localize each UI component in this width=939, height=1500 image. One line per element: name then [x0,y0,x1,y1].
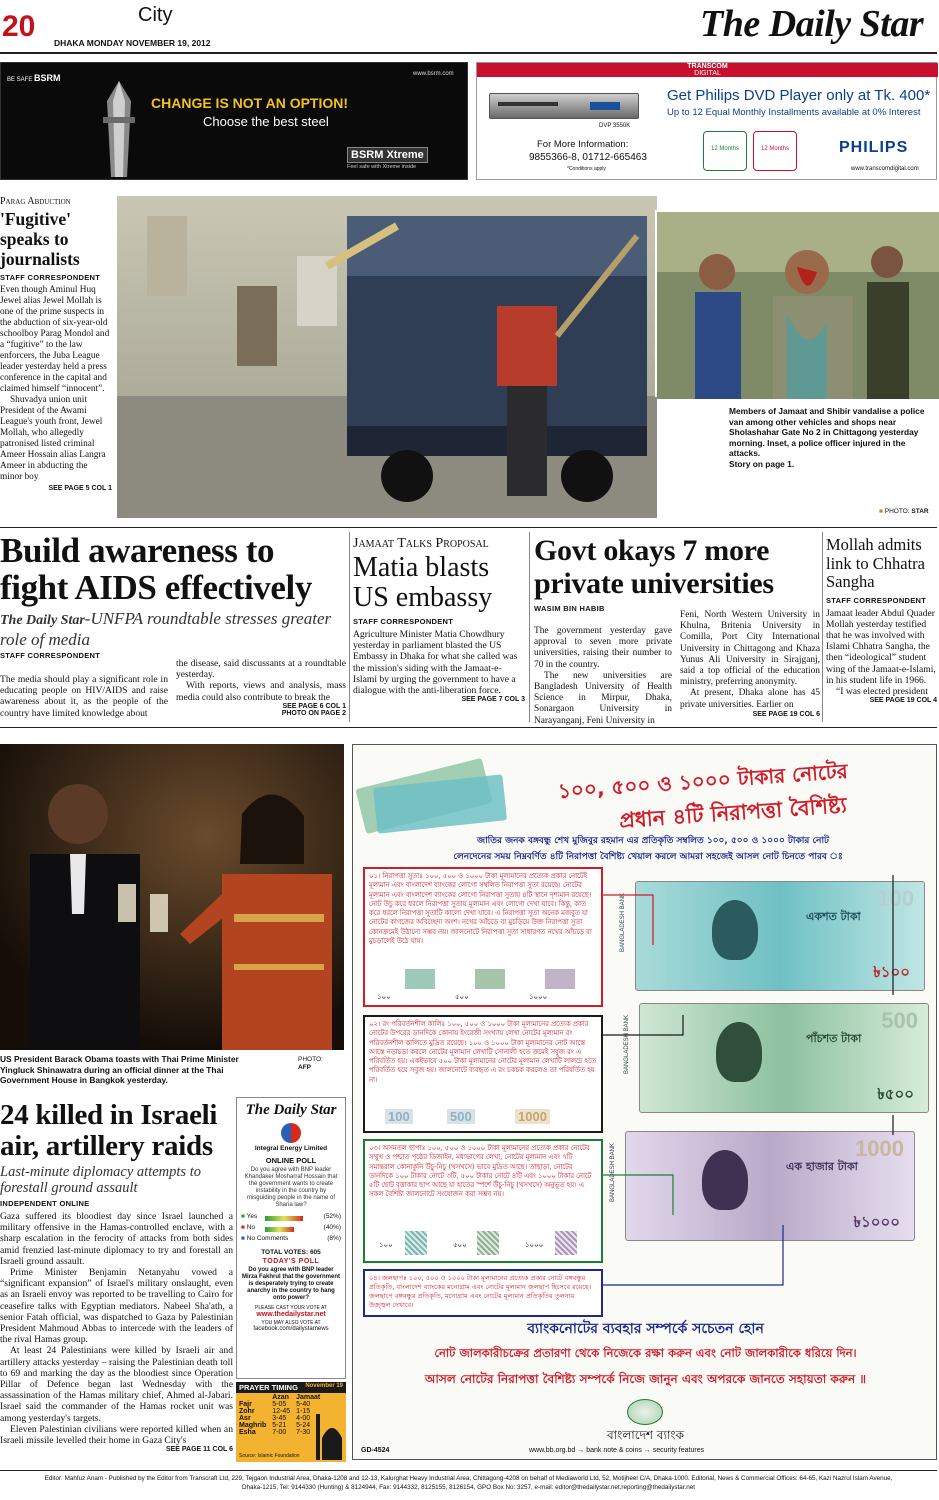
feature-2-text: ০২। রং পরিবর্তনশীল কালিঃ ১০০, ৫০০ ও ১০০০ টাকা মূল্যমানের প্রত্যেক প্রকার নোটের উপরের ডানদিকে কোনায় ইংরেজী সংখ্যায় লেখা নোটের মূল্যমান রং পরিবর্তনশীল কালিতে মুদ্রিত রয়েছে। ১০০ ও ১০০০ টাকা মূল্যমানের নোট আস্তে আস্তে নড়াচড়া করলে নোটের মূল্যমান লেখাটি সোনালী হতে ক্রমেই সবুজ রং এ পরিবর্তিত হয়। একইভাবে ৫০০ টাকা মূল্যমানের নোটের মূল্যমান লেখাটি লালচে হতে পরিবর্তিত হয়ে সবুজ হয়। জালনোটে ব্যবহৃত এ রং চকচক করলেও তা পরিবর্তিত হয় না। [369,1020,596,1084]
prayer-table-header: Azan Jamaat [272,1394,321,1401]
bsrm-subline: Choose the best steel [203,114,329,129]
todays-poll-question: Do you agree with BNP leader Mirza Fakhrul that the government is desperately trying to create anarchy in the country to hang onto power? [241,1267,340,1301]
mollah-continued-link[interactable]: SEE PAGE 19 COL 4 [869,697,937,705]
ad-subtitle-1: জাতির জনক বঙ্গবন্ধু শেখ মুজিবুর রহমান এর প্রতিকৃতি সম্বলিত ১০০, ৫০০ ও ১০০০ টাকার নোট [477,836,829,846]
mollah-story [826,536,937,724]
online-poll-box [236,1097,346,1379]
installment-badge-1: 12 Months [703,131,747,171]
facebook-link[interactable]: facebook.com/dailystarnews [253,1326,329,1332]
section-rule-1 [0,527,937,528]
dvd-player-image [489,93,639,119]
philips-subline: Up to 12 Equal Monthly Installments available at 0% Interest [667,107,921,118]
transcom-url: www.transcomdigital.com [851,166,919,172]
mosque-icon [314,1404,344,1460]
dateline: DHAKA MONDAY NOVEMBER 19, 2012 [54,38,211,48]
israel-story [0,1100,233,1460]
matia-story [353,536,525,724]
israel-deck: Last-minute diplomacy attempts to forestall ground assault [0,1164,201,1196]
poll-total-votes: TOTAL VOTES: 605 [261,1249,321,1256]
philips-info-label: For More Information: [537,139,629,150]
bangladesh-bank-logo-icon [627,1399,663,1425]
facebook-label: YOU MAY ALSO VOTE AT [261,1320,321,1326]
philips-ad[interactable] [476,62,937,180]
bangladesh-bank-ad[interactable] [352,744,937,1460]
masthead-rule [0,52,937,54]
univ-byline: WASIM BIN HABIB [534,604,605,613]
injured-officer-inset-photo [655,210,937,397]
feature-3-text: ০৩। অসমতল ছাপাঃ ১০০, ৫০০ ও ১০০০ টাকা মূল্যমানের প্রত্যেক প্রকার নোটের সম্মুখ ও পশ্চাত পৃষ্ঠের ডিজাইন, মধ্যভাগের লেখা, নোটের মূল্যমান এবং ৭টি সমান্তরাল কোনাকুনি উঁচু-নিচু (খসখসে) ভাবে মুদ্রিত আছে। তাছাড়া, নোটের ডানদিকে ১০০ টাকার নোটে ৩টি, ৫০০ টাকার নোটে ৪টি এবং ১০০০ টাকার নোটে ৫টি ছোট বৃত্তাকার ছাপ আছে যা হাতের স্পর্শে উঁচু-নিচু (খসখসে) অনুভূত হয়। এ সকল বৈশিষ্ট্য জালনোটে সংযোজন করা সম্ভব নয়। [369,1144,592,1199]
israel-byline: INDEPENDENT ONLINE [0,1199,90,1208]
universities-story [534,534,820,724]
mollah-body-2: “I was elected president [836,685,928,697]
section-rule-2 [0,727,937,728]
table-row: Esha 7-00 7-30 [239,1429,311,1436]
matia-byline: STAFF CORRESPONDENT [353,617,454,626]
bsrm-headline: CHANGE IS NOT AN OPTION! [151,95,349,111]
fugitive-story [0,196,112,518]
ad-subtitle-2: লেনদেনের সময় নিম্নবর্ণিত ৪টি নিরাপত্তা বৈশিষ্ট্য খেয়াল করলে আমরা সহজেই আসল নোট চিনতে পারব ঃ [453,852,843,862]
feature-1-thread-samples: ১০০ ৫০০ ১০০০ [365,967,601,1003]
vote-url-link[interactable]: www.thedailystar.net [256,1311,326,1318]
poll-option-no: ■ No (40%) [241,1224,341,1231]
banknote-500: 500 BANGLADESH BANK পাঁচশত টাকা ৳৫০০ [639,1003,929,1113]
poll-title: ONLINE POLL [265,1156,317,1165]
aids-deck: The Daily Star-UNFPA roundtable stresses greater role of media [0,609,332,649]
bsrm-product-logo: BSRM Xtreme [347,147,428,163]
matia-body: Agriculture Minister Matia Chowdhury yesterday in parliament blasted the US Embassy in Dhaka for what she called was the mission's siding with the Jamaat-e-Islami by urging the government to have a dialogue with the anti-liberation force. [353,629,518,697]
bank-name: বাংলাদেশ ব্যাংক [607,1428,684,1442]
israel-body-4: Eleven Palestinian civilians were reported killed when an Israeli missile levelled their home in Gaza City's [0,1423,233,1447]
vandalism-photo [117,196,937,518]
philips-logo: PHILIPS [839,139,909,156]
photo-credit: ■ PHOTO: STAR [879,508,929,515]
philips-phone: 9855366-8, 01712-665463 [529,152,647,163]
aids-headline[interactable]: Build awareness to fight AIDS effectively [0,531,312,607]
aids-body-col1: The media should play a significant role in educating people on HIV/AIDS and raise awareness about it, as the people of the country have limited knowledge about [0,674,168,719]
israel-headline[interactable]: 24 killed in Israeli air, artillery raids [0,1099,218,1162]
israel-continued-link[interactable]: SEE PAGE 11 COL 6 [165,1446,233,1454]
bsrm-logo: BE SAFE BSRM [7,73,61,83]
univ-body-col1: The government yesterday gave approval to seven more private universities, raising their number to 70 in the country. The new universities are Bangladesh University of Health Science in Mirpur, Dhaka, Sonargaon University in Narayanganj, Feni University in [534,626,672,726]
prayer-timing-box [236,1382,346,1462]
bsrm-url: www.bsrm.com [413,71,454,77]
awareness-line-2: আসল নোটের নিরাপত্তা বৈশিষ্ট্য সম্পর্কে নিজে জানুন এবং অপরকে জানতে সহায়তা করুন ॥ [424,1372,867,1386]
story-body-2: Shuvadya union unit President of the Awami League's youth front, Jewel Mollah, who allegedly patronised listed criminal Ameer Hossain alias Langra Ameer in abducting the minor boy [0,395,106,482]
feature-1-text: ০১। নিরাপত্তা সুতাঃ ১০০, ৫০০ ও ১০০০ টাকা মূল্যমানের প্রত্যেক প্রকার নোটেই মূল্যমান এবং বাংলাদেশ ব্যাংকের লোগো সম্বলিত নিরাপত্তা সুতা রয়েছে। নোটের মূল্যমান এবং বাংলাদেশ ব্যাংকের লোগো নিরাপত্তা সুতায় ৪টি স্থানে দৃশ্যমান রয়েছে। নোট উচু করে ধরলে নিরাপত্তা সুতায় মূল্যমান এবং লোগো দেখা যাবে। কিন্তু, কাত করে ধরলে নিরাপত্তা সুতাটি কালো দেখা যাবে। এ নিরাপত্তা সুতা অনেক মজবুত যা নোটের কাগজের অবিচ্ছেদ্য অংশ। নখের আঁচড়ে বা মুচড়িয়ে উক্ত নিরাপত্তা সুতা কোনক্রমেই উঠানো সম্ভব নয়। জালনোটে নিরাপত্তা সুতা সাধারণত নখের আঁচড়ে বা মুচড়ালেই উঠে যায়। [369,872,592,946]
table-row: Fajr 5-05 5-40 [239,1401,311,1408]
awareness-heading: ব্যাংকনোটের ব্যবহার সম্পর্কে সচেতন হোন [527,1321,764,1337]
poll-sponsor: Integral Energy Limited [254,1145,328,1152]
aids-story [0,532,346,724]
aids-byline: STAFF CORRESPONDENT [0,651,101,660]
col-rule-c [822,532,823,722]
feature-3-print-samples: ১০০ ৫০০ ১০০০ [365,1231,601,1257]
installment-badge-2: 12 Months [753,131,797,171]
philips-conditions: *Conditions apply [567,166,606,172]
section-name: City [138,4,173,26]
israel-body-3: At least 24 Palestinians were killed by Israeli air and artillery attacks yesterday – raising the Palestinian death toll to 69 and marking the day as the bloodiest since Operation Pillar of Defence began last Wednesday with the assassination of the Hamas military chief, Ahmed al-Jabari. Israel said the commander of the Hamas rocket unit was among yesterday's targets. [0,1345,233,1424]
banknote-100: 100 BANGLADESH BANK একশত টাকা ৳১০০ [635,881,925,991]
ad-title-main: প্রধান ৪টি নিরাপত্তা বৈশিষ্ট্য [618,793,848,833]
obama-yingluck-photo [0,744,344,1050]
integral-energy-logo-icon [281,1123,301,1143]
matia-headline[interactable]: Matia blasts US embassy [353,552,493,613]
story-headline[interactable]: 'Fugitive' speaks to journalists [0,209,80,269]
photo-caption: Members of Jamaat and Shibir vandalise a police van among other vehicles and shops near Sholashahar Gate No 2 in Chittagong yesterday morning. Inset, a police officer injured in the attacks. Story on page 1. [729,406,925,469]
prayer-header: PRAYER TIMING November 19 [236,1382,346,1393]
masthead [0,0,937,56]
awareness-line-1: নোট জালকারীচক্রের প্রতারণা থেকে নিজেকে রক্ষা করুন এবং নোট জালকারীকে ধরিয়ে দিন। [434,1346,857,1360]
prayer-source: Source: Islamic Foundation [239,1453,300,1459]
table-row: Zohr 12-45 1-15 [239,1408,311,1415]
mollah-byline: STAFF CORRESPONDENT [826,595,927,605]
col-rule-a [349,532,350,722]
israel-body-1: Gaza suffered its bloodiest day since Israel launched a military offensive in the Hamas-controlled enclave, with a sharp escalation in the ferocity of attacks from both sides amid frenzied last-minute diplomacy to try and forestall an Israeli ground assault. [0,1211,233,1267]
steel-tower-image [101,81,137,177]
philips-headline: Get Philips DVD Player only at Tk. 400* [667,87,931,104]
poll-option-yes: ■ Yes (52%) [241,1213,341,1220]
aids-photo-ref[interactable]: PHOTO ON PAGE 2 [281,709,346,717]
bsrm-tagline: Feel safe with Xtreme inside [347,164,417,170]
newspaper-logo: The Daily Star [700,3,924,45]
univ-headline[interactable]: Govt okays 7 more private universities [534,534,774,600]
poll-bar-yes [265,1216,303,1221]
feature-4-text: ০৪। জলছাপঃ ১০০, ৫০০ ও ১০০০ টাকা মূল্যমানের প্রত্যেক প্রকার নোটে বঙ্গবন্ধুর প্রতিকৃতি, বাংলাদেশ ব্যাংকের মনোগ্রাম এবং নোটের মূল্যমান জলছাপ হিসেবে রয়েছে। জলছাপে বঙ্গবন্ধুর প্রতিকৃতি, মনোগ্রাম এবং নোটের মূল্যমান প্রতিকৃতির তুলনায় উজ্জ্বল দেখাবে। [369,1274,592,1309]
poll-bar-no [265,1227,294,1232]
ad-title-top: ১০০, ৫০০ ও ১০০০ টাকার নোটের [557,758,849,804]
vote-label: PLEASE CAST YOUR VOTE AT [255,1305,327,1311]
poll-question: Do you agree with BNP leader Khandaker Mosharraf Hossain that the government wants to create instability in the country by misguiding people in the name of Sharia law? [244,1167,338,1208]
story-body: Even though Aminul Huq Jewel alias Jewel Mollah is one of the prime suspects in the abduction of six-year-old schoolboy Parag Mondol and a “fugitive” to the law enforcers, the Juba League leader yesterday held a press conference in the capital and claimed himself “innocent”. [0,285,110,394]
banknote-1000: 1000 BANGLADESH BANK এক হাজার টাকা ৳১০০০ [625,1131,915,1241]
matia-kicker: Jamaat Talks Proposal [353,536,489,551]
todays-poll-label: TODAY'S POLL [262,1258,320,1265]
feature-2-ink-samples: 100 500 1000 [385,1109,585,1127]
imprint-line: Editor: Mahfuz Anam - Published by the Editor from Transcraft Ltd, 229, Tejgaon Industrial Area, Dhaka-1208 and 12-13, Kalurghat Heavy Industrial Area, Chittagong-4208 on behalf of Mediaworld Ltd, 52, Motijheel C/A, Dhaka-1000. Editorial, News & Commercial Offices: 64-65, Kazi Nazrul Islam Avenue, Dhaka-1215, Tel: 9144330 (Hunting) & 8124944, Fax: 9144332, 8125155, 8126154, GPO Box No: 3257, e-mail: editor@thedailystar.net,reporting@thedailystar.net [44,1475,893,1491]
story-byline: STAFF CORRESPONDENT [0,273,101,282]
footer-rule [0,1470,937,1471]
mollah-headline[interactable]: Mollah admits link to Chhatra Sangha [826,535,925,591]
obama-photo-credit: PHOTO: AFP [298,1056,323,1071]
col-rule-b [529,532,530,722]
prayer-table [236,1394,323,1436]
univ-body-col2: Feni, North Western University in Khulna, Britenia University in Comilla, Port City International University in Chittagong and Khaza Yunus Ali University in Sirajganj, said a top official of the education ministry, preferring anonymity. At present, Dhaka alone has 45 private universities. Earlier on SEE PAGE 19 COL 6 [680,610,820,718]
continued-link[interactable]: SEE PAGE 5 COL 1 [48,485,112,492]
poll-logo: The Daily Star [245,1102,337,1118]
matia-continued-link[interactable]: SEE PAGE 7 COL 3 [461,696,525,704]
page-number: 20 [2,10,36,43]
poll-option-no-comments: ■ No Comments (8%) [241,1235,341,1242]
ad-code: GD-4524 [361,1447,390,1454]
bsrm-ad[interactable] [0,62,468,180]
aids-body-col2: the disease, said discussants at a roundtable yesterday. With reports, views and analysis, mass media could also contribute to break the SEE PAGE 6 COL 1 PHOTO ON PAGE 2 [176,658,346,717]
israel-body-2: Prime Minister Benjamin Netanyahu vowed a “significant expansion” of Israel's military onslaught, even as an Israeli envoy was reported to be travelling to Cairo for ceasefire talks with Egyptian mediators. Nabeel Sha'ath, a senior Fatah official, was dispatched to Gaza by Palestinian President Mahmoud Abbas to intercede with the leaders of the rival Hamas group. [0,1267,233,1346]
bank-web-path[interactable]: www.bb.org.bd → bank note & coins → security features [529,1447,705,1454]
aids-continued-link[interactable]: SEE PAGE 6 COL 1 [282,702,346,710]
story-kicker: Parag Abduction [0,196,71,207]
table-row: Asr 3-45 4-00 [239,1415,311,1422]
dvd-model: DVP 3550K [599,123,631,129]
poll-results [241,1213,341,1246]
transcom-banner: TRANSCOM DIGITAL [477,63,938,77]
table-row: Maghrib 5-21 5-24 [239,1422,311,1429]
univ-continued-link[interactable]: SEE PAGE 19 COL 6 [752,710,820,718]
feature-connector-lines [353,745,938,1345]
obama-caption: US President Barack Obama toasts with Thai Prime Minister Yingluck Shinawatra during an official dinner at the Thai Government House in Bangkok yesterday. [0,1054,239,1085]
mollah-body: Jamaat leader Abdul Quader Mollah yesterday testified that he was involved with Islami Chhatra Sangha, the then “ideological” student wing of the Jamaat-e-Islami, in his student life in 1966. [826,607,936,686]
